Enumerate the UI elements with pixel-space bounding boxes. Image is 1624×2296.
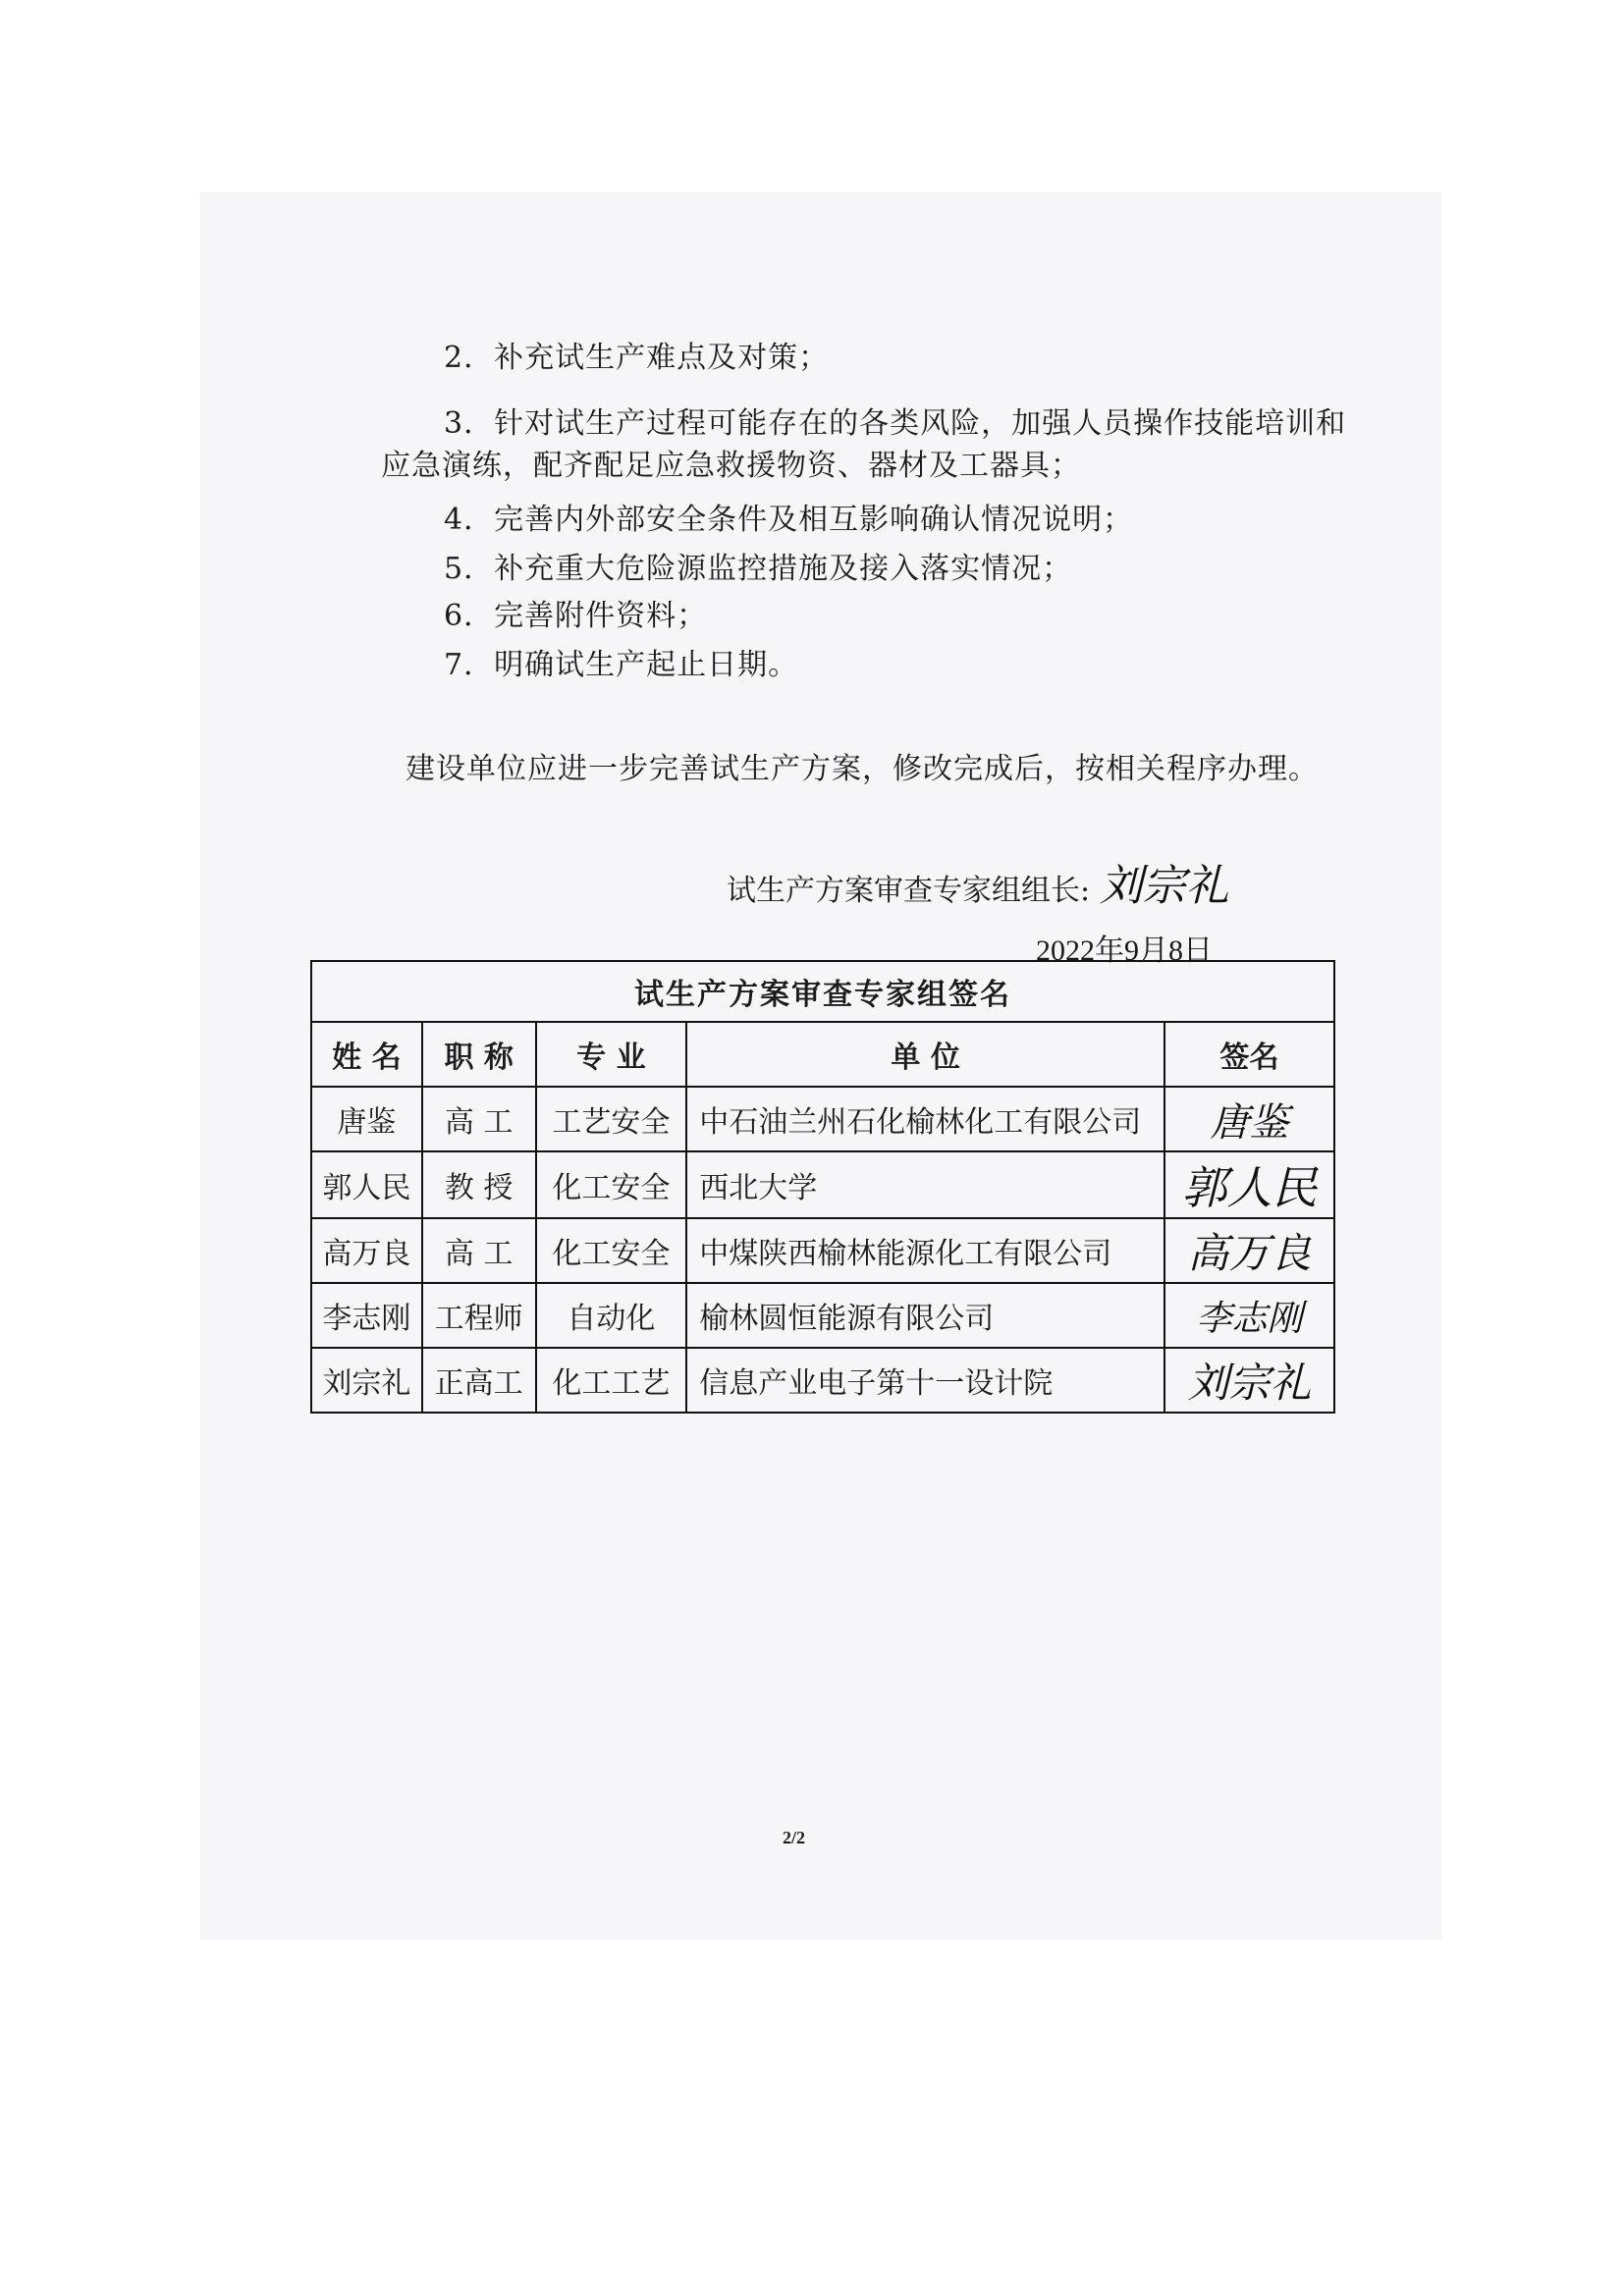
cell-signature <box>1164 1151 1334 1218</box>
table-title-row <box>311 961 1334 1022</box>
cell-name: 刘宗礼 <box>311 1348 422 1413</box>
cell-signature <box>1164 1087 1334 1151</box>
cell-signature <box>1164 1283 1334 1348</box>
page-number: 2/2 <box>783 1828 806 1847</box>
header-title: 职 称 <box>422 1022 536 1087</box>
header-signature: 签名 <box>1164 1022 1334 1087</box>
header-major: 专 业 <box>536 1022 687 1087</box>
cell-unit: 中煤陕西榆林能源化工有限公司 <box>686 1218 1164 1283</box>
cell-title: 工程师 <box>422 1283 536 1348</box>
cell-unit: 榆林圆恒能源有限公司 <box>686 1283 1164 1348</box>
cell-title: 高 工 <box>422 1087 536 1151</box>
leader-signature: 刘宗礼 <box>1099 861 1229 911</box>
cell-unit: 信息产业电子第十一设计院 <box>686 1348 1164 1413</box>
cell-major: 化工安全 <box>536 1218 687 1283</box>
table-title: 试生产方案审查专家组签名 <box>311 961 1334 1022</box>
expert-signature-table <box>310 960 1335 1414</box>
cell-name: 郭人民 <box>311 1151 422 1218</box>
item-3: 3．针对试生产过程可能存在的各类风险，加强人员操作技能培训和 <box>444 406 1347 441</box>
leader-signature-line <box>727 850 1229 913</box>
cell-unit: 西北大学 <box>686 1151 1164 1218</box>
cell-major: 化工工艺 <box>536 1348 687 1413</box>
cell-signature <box>1164 1218 1334 1283</box>
handwritten-signature: 刘宗礼 <box>1187 1359 1312 1407</box>
table-row <box>311 1151 1334 1218</box>
review-date: 2022年9月8日 <box>1036 934 1213 967</box>
cell-name: 李志刚 <box>311 1283 422 1348</box>
handwritten-signature: 高万良 <box>1187 1229 1312 1277</box>
handwritten-signature: 李志刚 <box>1196 1298 1303 1339</box>
item-7: 7．明确试生产起止日期。 <box>444 648 799 682</box>
table-row <box>311 1283 1334 1348</box>
conclusion-text: 建设单位应进一步完善试生产方案，修改完成后，按相关程序办理。 <box>406 752 1319 786</box>
cell-signature <box>1164 1348 1334 1413</box>
item-6: 6．完善附件资料； <box>444 599 708 633</box>
header-unit: 单 位 <box>686 1022 1164 1087</box>
item-3-cont: 应急演练，配齐配足应急救援物资、器材及工器具； <box>381 449 1081 483</box>
table-header-row <box>311 1022 1334 1087</box>
item-2: 2．补充试生产难点及对策； <box>444 341 830 375</box>
handwritten-signature: 郭人民 <box>1181 1161 1318 1214</box>
handwritten-signature: 唐鉴 <box>1210 1099 1289 1146</box>
leader-label: 试生产方案审查专家组组长: <box>727 874 1091 908</box>
table-row <box>311 1087 1334 1151</box>
cell-major: 自动化 <box>536 1283 687 1348</box>
cell-name: 高万良 <box>311 1218 422 1283</box>
cell-title: 高 工 <box>422 1218 536 1283</box>
cell-name: 唐鉴 <box>311 1087 422 1151</box>
table-row <box>311 1348 1334 1413</box>
header-name: 姓 名 <box>311 1022 422 1087</box>
cell-unit: 中石油兰州石化榆林化工有限公司 <box>686 1087 1164 1151</box>
cell-title: 正高工 <box>422 1348 536 1413</box>
cell-major: 化工安全 <box>536 1151 687 1218</box>
item-4: 4．完善内外部安全条件及相互影响确认情况说明； <box>444 503 1134 537</box>
cell-major: 工艺安全 <box>536 1087 687 1151</box>
cell-title: 教 授 <box>422 1151 536 1218</box>
table-row <box>311 1218 1334 1283</box>
item-5: 5．补充重大危险源监控措施及接入落实情况； <box>444 552 1073 586</box>
